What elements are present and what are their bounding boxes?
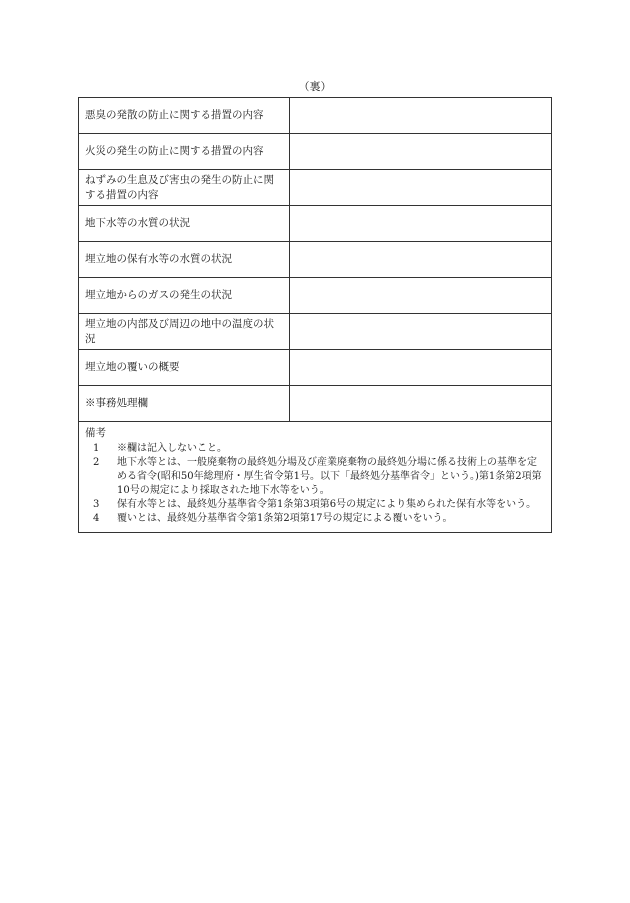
form-row-cover-overview	[79, 350, 552, 386]
report-form-table	[78, 97, 552, 533]
page-heading: （裏）	[298, 80, 332, 93]
row-value-field[interactable]	[290, 350, 552, 386]
form-row-groundwater-quality	[79, 206, 552, 242]
row-label: 埋立地の内部及び周辺の地中の温度の状況	[79, 314, 290, 350]
row-value-field	[290, 386, 552, 422]
row-label: 埋立地の保有水等の水質の状況	[79, 242, 290, 278]
note-number: 3	[93, 499, 100, 510]
note-text: 地下水等とは、一般廃棄物の最終処分場及び産業廃棄物の最終処分場に係る技術上の基準を定める省令(昭和50年総理府・厚生省令第1号。以下「最終処分基準省令」という。)第1条第2項第10号の規定により採取された地下水等をいう。	[117, 457, 542, 496]
form-row-odor-prevention	[79, 98, 552, 134]
row-label: ねずみの生息及び害虫の発生の防止に関する措置の内容	[79, 170, 290, 206]
row-label: 埋立地からのガスの発生の状況	[79, 278, 290, 314]
form-row-pest-prevention	[79, 170, 552, 206]
form-row-office-use	[79, 386, 552, 422]
note-number: 2	[93, 457, 100, 468]
row-value-field[interactable]	[290, 134, 552, 170]
form-row-ground-temperature	[79, 314, 552, 350]
form-row-retained-water-quality	[79, 242, 552, 278]
row-label: 火災の発生の防止に関する措置の内容	[79, 134, 290, 170]
row-label: 悪臭の発散の防止に関する措置の内容	[79, 98, 290, 134]
remarks-note	[85, 456, 545, 498]
remarks-cell	[79, 422, 552, 533]
note-text: ※欄は記入しないこと。	[117, 443, 227, 454]
row-label: 埋立地の覆いの概要	[79, 350, 290, 386]
note-text: 保有水等とは、最終処分基準省令第1条第3項第6号の規定により集められた保有水等をいう。	[117, 499, 537, 510]
note-number: 1	[93, 443, 100, 454]
remarks-note	[85, 512, 545, 526]
row-value-field[interactable]	[290, 242, 552, 278]
remarks-title: 備考	[85, 427, 106, 439]
row-value-field[interactable]	[290, 278, 552, 314]
row-value-field[interactable]	[290, 98, 552, 134]
row-label: ※事務処理欄	[79, 386, 290, 422]
row-value-field[interactable]	[290, 170, 552, 206]
row-label: 地下水等の水質の状況	[79, 206, 290, 242]
note-text: 覆いとは、最終処分基準省令第1条第2項第17号の規定による覆いをいう。	[117, 513, 453, 524]
remarks-row	[79, 422, 552, 533]
row-value-field[interactable]	[290, 314, 552, 350]
remarks-note	[85, 498, 545, 512]
note-number: 4	[93, 513, 100, 524]
form-row-fire-prevention	[79, 134, 552, 170]
remarks-note	[85, 442, 545, 456]
row-value-field[interactable]	[290, 206, 552, 242]
form-row-gas-generation	[79, 278, 552, 314]
